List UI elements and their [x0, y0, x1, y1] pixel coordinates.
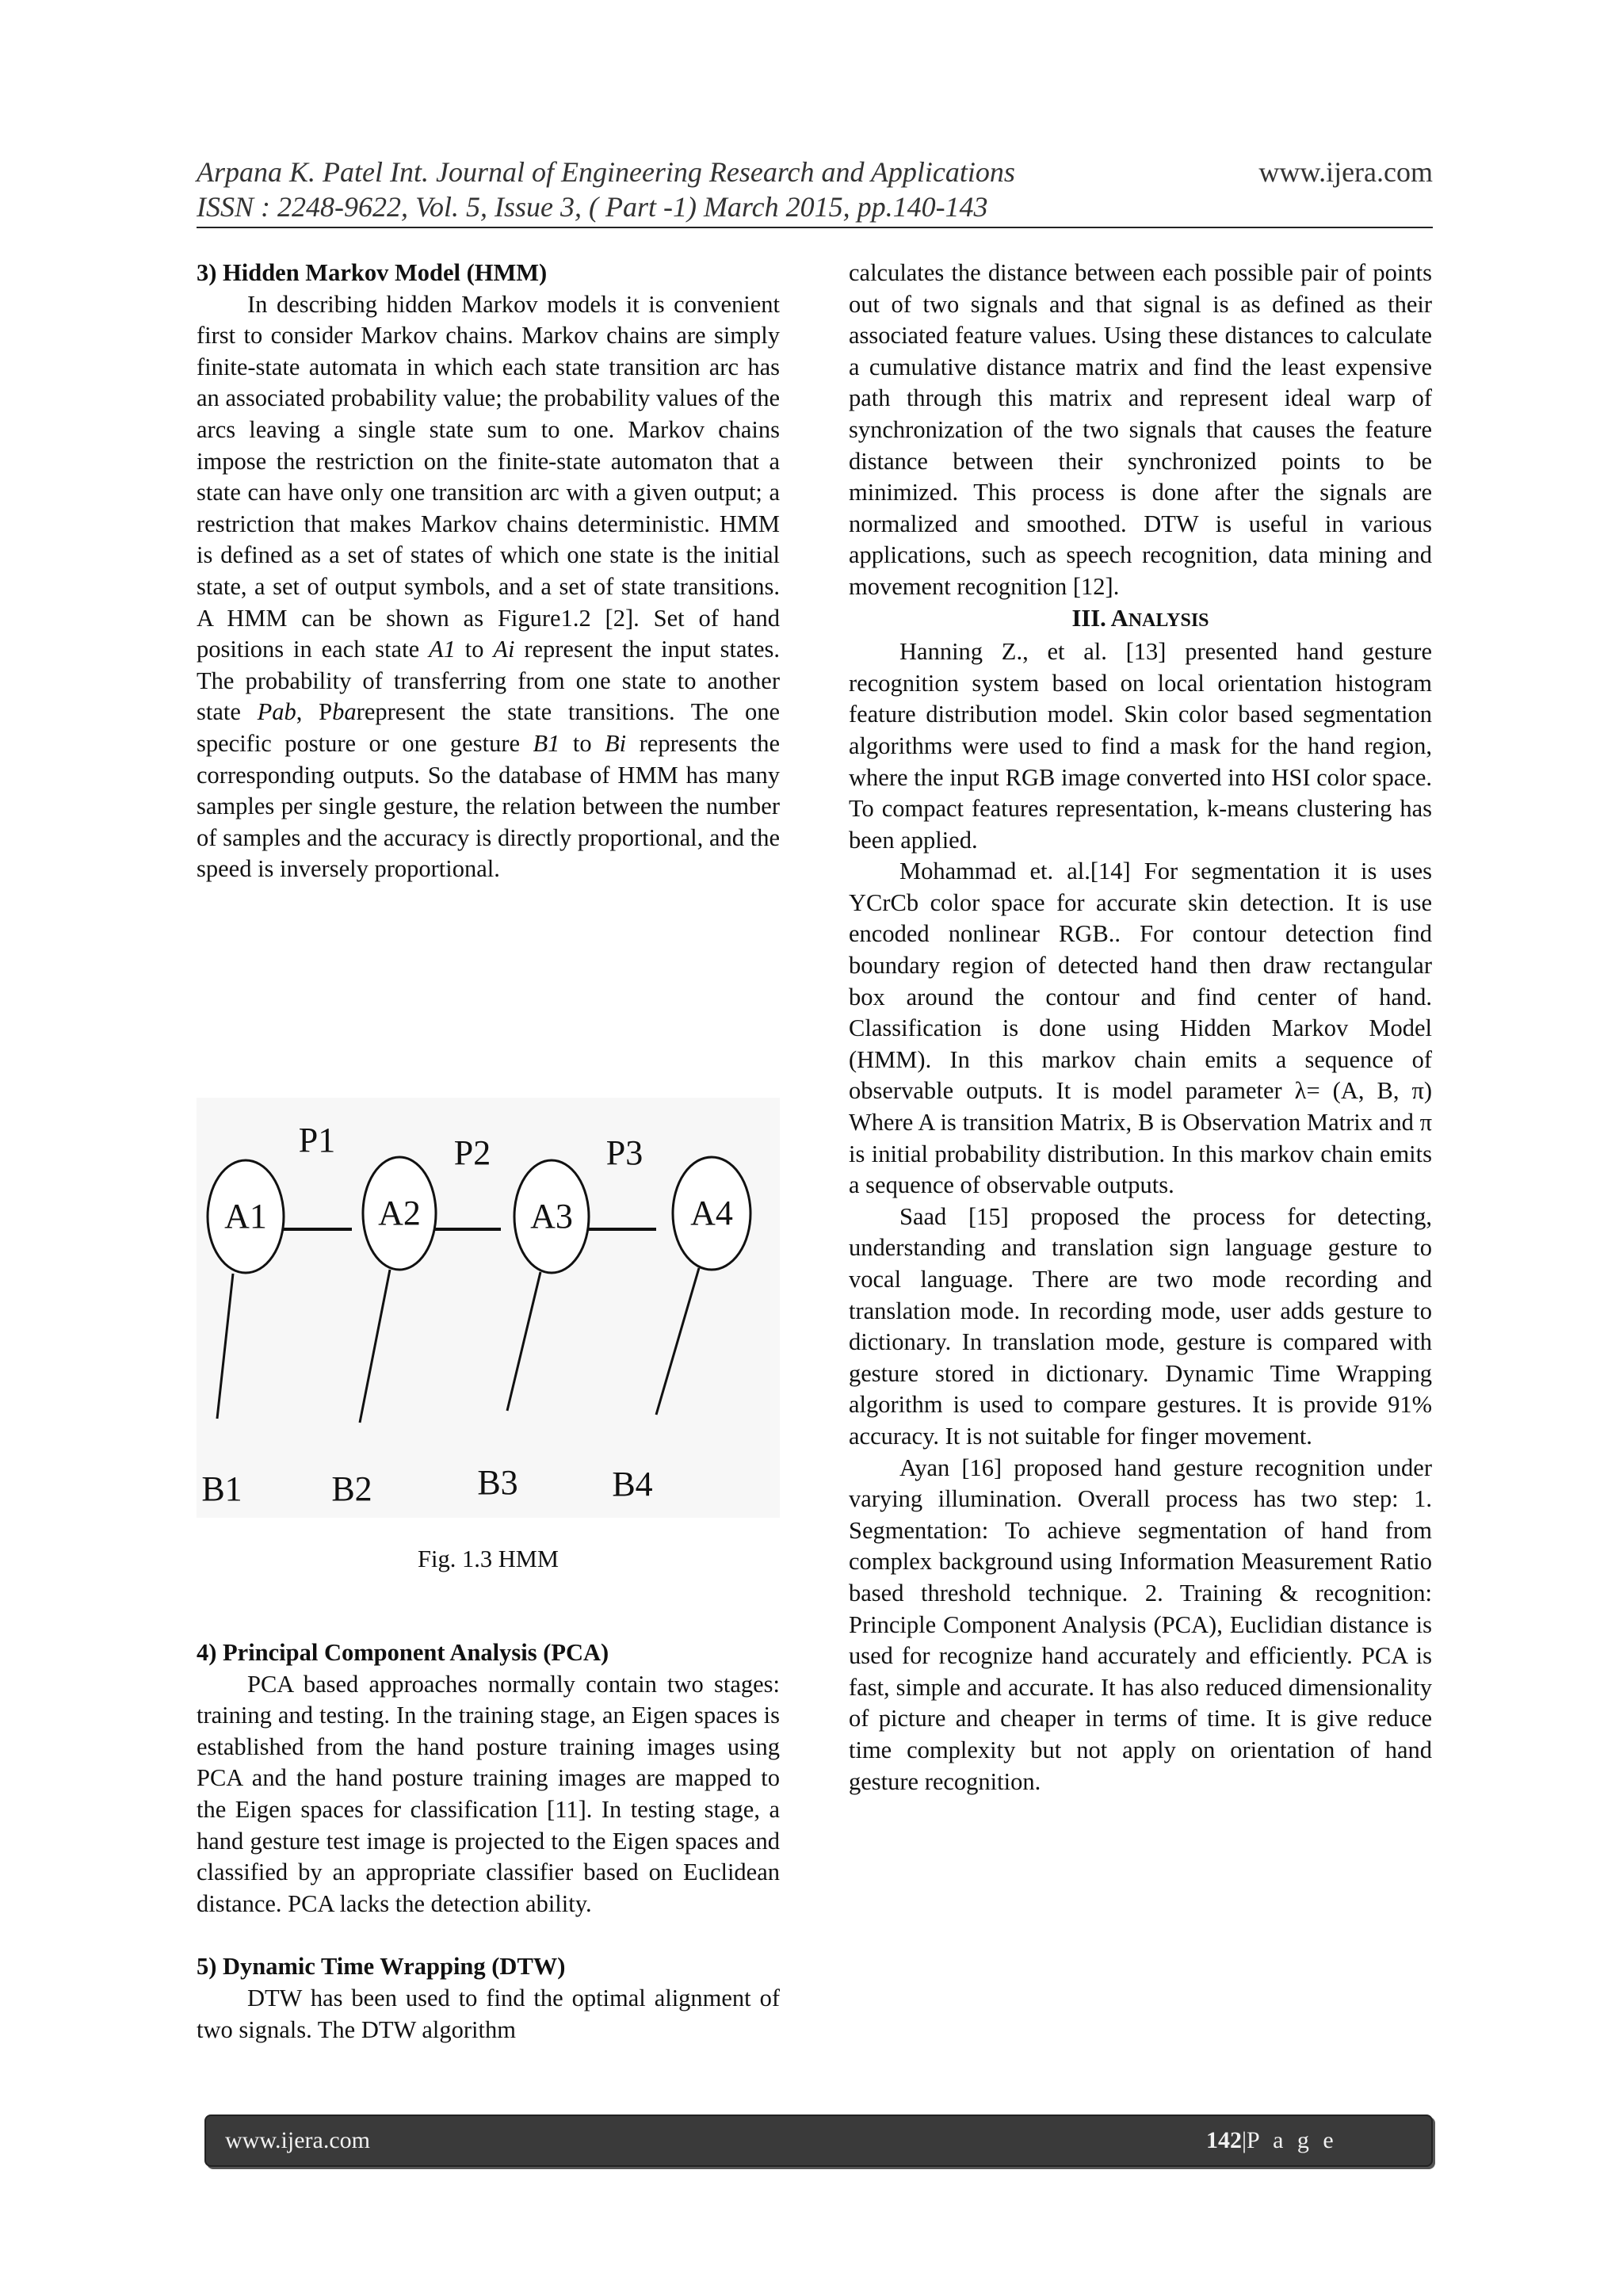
state-label-a1: A1	[224, 1197, 267, 1236]
running-header-journal	[197, 155, 1433, 189]
page-footer	[204, 2115, 1433, 2167]
output-label-b3: B3	[477, 1463, 518, 1502]
analysis-paragraph-3: Saad [15] proposed the process for detecting, understanding and translation sign language gesture to vocal language. There are two mode recording and translation mode. In recording mode, user adds gesture to dictionary. In translation mode, gesture is compared with gesture stored in dictionary. Dynamic Time Wrapping algorithm is used to compare gestures. It is provide 91% accuracy. It is not suitable for finger movement.	[849, 1202, 1432, 1450]
state-label-a2: A2	[378, 1194, 421, 1232]
journal-title: Arpana K. Patel Int. Journal of Engineering Research and Applications	[197, 156, 1015, 188]
hmm-heading: 3) Hidden Markov Model (HMM)	[197, 259, 548, 286]
analysis-paragraph-2: Mohammad et. al.[14] For segmentation it is uses YCrCb color space for accurate skin detection. It is use encoded nonlinear RGB.. For contour detection find boundary region of detected hand then draw rectangular box around the contour and find center of hand. Classification is done using Hidden Markov Model (HMM). In this markov chain emits a sequence of observable outputs. It is model parameter λ= (A, B, π) Where A is transition Matrix, B is Observation Matrix and π is initial probability distribution. In this markov chain emits a sequence of observable outputs.	[849, 858, 1432, 1199]
state-label-a4: A4	[690, 1194, 733, 1232]
right-column	[849, 258, 1432, 1797]
state-label-a3: A3	[530, 1197, 573, 1236]
hmm-paragraph: In describing hidden Markov models it is convenient first to consider Markov chains. Markov chains are simply finite-state automata in which each state transition arc has an associated probability value; the probability values of the arcs leaving a single state sum to one. Markov chains impose the restriction on the finite-state automaton that a state can have only one transition arc with a given output; a restriction that makes Markov chains deterministic. HMM is defined as a set of states of which one state is the initial state, a set of output symbols, and a set of state transitions. A HMM can be shown as Figure1.2 [2]. Set of hand positions in each state A1 to Ai represent the input states. The probability of transferring from one state to another state Pab, Pbarepresent the state transitions. The one specific posture or one gesture B1 to Bi represents the corresponding outputs. So the database of HMM has many samples per single gesture, the relation between the number of samples and the accuracy is directly proportional, and the speed is inversely proportional.	[197, 290, 780, 883]
footer-url[interactable]: www.ijera.com	[225, 2127, 370, 2153]
dtw-heading: 5) Dynamic Time Wrapping (DTW)	[197, 1953, 566, 1981]
analysis-paragraph-1: Hanning Z., et al. [13] presented hand gesture recognition system based on local orientation histogram feature distribution model. Skin color based segmentation algorithms were used to find a mask for the hand region, where the input RGB image converted into HSI color space. To compact features representation, k-means clustering has been applied.	[849, 638, 1432, 854]
figure-caption: Fig. 1.3 HMM	[418, 1545, 559, 1572]
transition-label-p2: P2	[453, 1133, 491, 1172]
output-label-b4: B4	[612, 1465, 653, 1503]
header-url[interactable]: www.ijera.com	[1258, 156, 1433, 188]
output-label-b2: B2	[331, 1469, 372, 1508]
analysis-paragraph-4: Ayan [16] proposed hand gesture recognition under varying illumination. Overall process has two step: 1. Segmentation: To achieve segmentation of hand from complex background using Information Measurement Ratio based threshold technique. 2. Training & recognition: Principle Component Analysis (PCA), Euclidian distance is used for recognize hand accurately and efficiently. PCA is fast, simple and accurate. It has also reduced dimensionality of picture and cheaper in terms of time. It is give reduce time complexity but not apply on orientation of hand gesture recognition.	[849, 1454, 1432, 1795]
pca-heading: 4) Principal Component Analysis (PCA)	[197, 1639, 609, 1666]
header-divider	[197, 227, 1433, 228]
dtw-paragraph-continued: calculates the distance between each possible pair of points out of two signals and that signal is as defined as their associated feature values. Using these distances to calculate a cumulative distance matrix and find the least expensive path through this matrix and represent ideal warp of synchronization of the two signals that causes the feature distance between their synchronized points to be minimized. This process is done after the signals are normalized and smoothed. DTW is useful in various applications, such as speech recognition, data mining and movement recognition [12].	[849, 259, 1432, 600]
hmm-figure	[197, 1098, 780, 1518]
left-column-bottom	[197, 1637, 780, 2046]
running-header-issn: ISSN : 2248-9622, Vol. 5, Issue 3, ( Part -1) March 2015, pp.140-143	[197, 191, 988, 223]
left-column-top	[197, 258, 780, 885]
transition-label-p1: P1	[298, 1121, 336, 1159]
output-label-b1: B1	[201, 1469, 242, 1508]
hmm-diagram	[197, 1098, 780, 1518]
page-number: 142|P a g e	[1206, 2127, 1338, 2153]
dtw-paragraph: DTW has been used to find the optimal alignment of two signals. The DTW algorithm	[197, 1984, 780, 2043]
pca-paragraph: PCA based approaches normally contain two stages: training and testing. In the training stage, an Eigen spaces is established from the hand posture training images using PCA and the hand posture training images are mapped to the Eigen spaces for classification [11]. In testing stage, a hand gesture test image is projected to the Eigen spaces and classified by an appropriate classifier based on Euclidean distance. PCA lacks the detection ability.	[197, 1670, 780, 1917]
transition-label-p3: P3	[605, 1133, 643, 1172]
analysis-heading: III. ANALYSIS	[1071, 604, 1209, 632]
